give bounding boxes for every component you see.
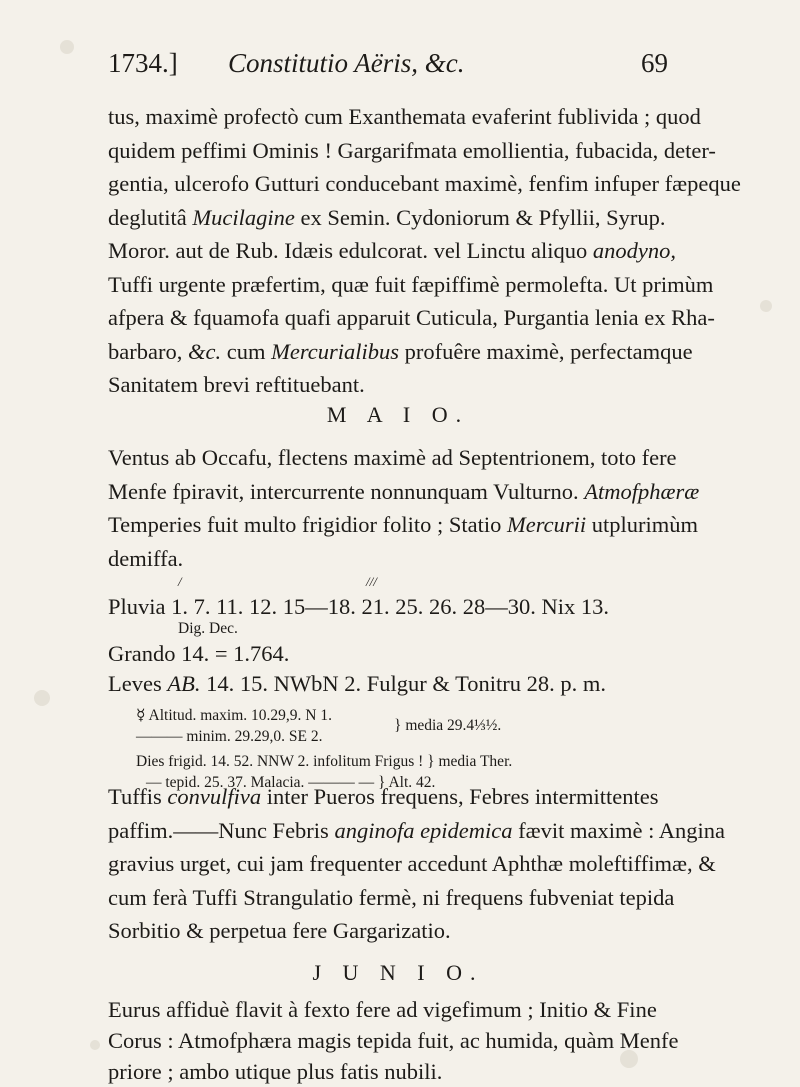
text-line: Menfe fpiravit, intercurrente nonnunquam Vulturno. Atmofphæræ [108,478,700,504]
paragraph-junio-wind [108,994,688,1087]
dies-frigid: Dies frigid. 14. 52. NNW 2. infolitum Frigus ! } media Ther. [136,753,513,770]
page-number: 69 [641,48,668,78]
text-line: priore ; ambo utique plus fatis nubili. [108,1059,443,1084]
text-line: Moror. aut de Rub. Idæis edulcorat. vel Linctu aliquo anodyno, [108,238,677,263]
handwritten-marks: / /// [178,574,377,589]
text-line: afpera & fquamofa quafi apparuit Cuticula, Purgantia lenia ex Rha- [108,305,715,330]
text-line: Ventus ab Occafu, flectens maximè ad Septentrionem, toto fere [108,445,677,470]
paragraph-maio-wind [108,441,700,575]
text-line: cum ferà Tuffi Strangulatio fermè, ni frequens fubveniat tepida [108,884,675,910]
text-line: demiffa. [108,545,184,571]
leves-line: Leves AB. 14. 15. NWbN 2. Fulgur & Tonitru 28. p. m. [108,671,606,696]
text-line: paffim.——Nunc Febris anginofa epidemica fævit maximè : Angina [108,817,726,843]
header-title: Constitutio Aëris, &c. [228,48,465,78]
text-line: gentia, ulcerofo Gutturi conducebant maximè, fenfim infuper fæpeque [108,171,741,196]
text-line: Sanitatem brevi reftituebant. [108,372,365,397]
foxing-spot [90,1040,100,1050]
text-line: deglutitâ Mucilagine ex Semin. Cydoniorum & Pfyllii, Syrup. [108,204,666,230]
text-line: Corus : Atmofphæra magis tepida fuit, ac humida, quàm Menfe [108,1028,679,1053]
text-line: Eurus affiduè flavit à fexto fere ad vigefimum ; Initio & Fine [108,997,657,1022]
text-line: barbaro, &c. cum Mercurialibus profuêre maximè, perfectamque [108,338,693,364]
text-line: Tuffis convulfiva inter Pueros frequens, Febres intermittentes [108,784,659,809]
text-line: quidem peffimi Ominis ! Gargarifmata emollientia, fubacida, deter- [108,137,716,163]
foxing-spot [760,300,772,312]
weather-records [108,574,688,793]
text-line: gravius urget, cui jam frequenter accedunt Aphthæ moleftiffimæ, & [108,851,716,876]
altitude-max: ☿ Altitud. maxim. 10.29,9. N 1. [136,707,332,724]
dig-dec-note: Dig. Dec. [178,620,238,637]
header-year: 1734.] [108,48,178,78]
text-line: tus, maximè profectò cum Exanthemata evaferint fublivida ; quod [108,104,701,129]
running-header [108,48,668,88]
paragraph-treatment [108,100,741,402]
foxing-spot [34,690,50,706]
section-maio [108,402,688,428]
section-junio [108,960,688,986]
altitude-media: } media 29.4⅓½. [394,717,502,734]
paragraph-maio-diseases [108,780,726,948]
barometer-table [136,705,688,747]
foxing-spot [60,40,74,54]
text-line: Tuffi urgente præfertim, quæ fuit fæpiffimè permolefta. Ut primùm [108,271,714,297]
altitude-min: ——— minim. 29.29,0. SE 2. [136,728,323,745]
text-line: Temperies fuit multo frigidior folito ; Statio Mercurii utplurimùm [108,512,699,537]
grando-line: Grando 14. = 1.764. [108,641,290,666]
section-heading-maio: M A I O. [326,402,470,427]
pluvia-line: Pluvia 1. 7. 11. 12. 15—18. 21. 25. 26. 28—30. Nix 13. [108,594,610,619]
dies-tepid: — tepid. 25. 37. Malacia. ——— — } Alt. 42. [146,774,436,791]
section-heading-junio: J U N I O. [312,960,484,985]
text-line: Sorbitio & perpetua fere Gargarizatio. [108,918,451,943]
